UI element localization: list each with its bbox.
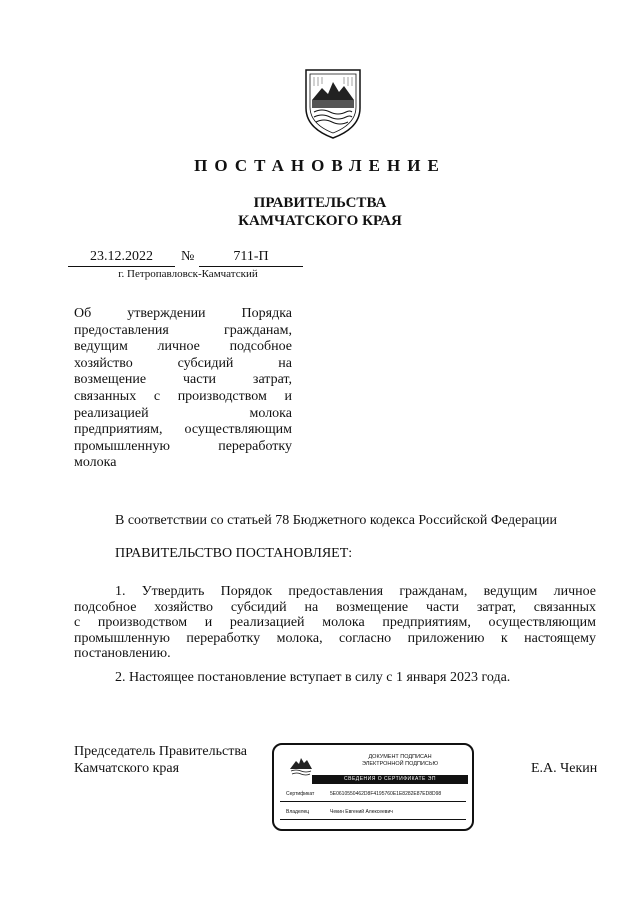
certificate-label: Сертификат — [286, 791, 315, 797]
subject-line: хозяйство субсидий на — [74, 355, 292, 371]
legal-basis: В соответствии со статьей 78 Бюджетного кодекса Российской Федерации — [115, 513, 558, 528]
certificate-value: 5E0610550462D8F4195760E1E8282E87ED8D98 — [330, 791, 442, 797]
issuer — [0, 194, 640, 230]
owner-label: Владелец — [286, 809, 310, 815]
document-subject — [74, 306, 292, 472]
paragraph-line: 1. Утвердить Порядок предоставления гражданам, ведущим личное — [115, 584, 596, 599]
paragraph-line: подсобное хозяйство субсидий на возмещение части затрат, связанных — [74, 599, 596, 615]
position-line-2: Камчатского края — [74, 761, 180, 776]
stamp-divider — [280, 801, 466, 802]
number-sign: № — [181, 249, 195, 264]
subject-line: промышленную переработку — [74, 438, 292, 454]
paragraph-2: 2. Настоящее постановление вступает в силу с 1 января 2023 года. — [115, 670, 511, 685]
paragraph-line: с производством и реализацией молока предприятиям, осуществляющим — [74, 615, 596, 631]
issuer-line-2: КАМЧАТСКОГО КРАЯ — [238, 213, 402, 229]
certificate-info-bar: СВЕДЕНИЯ О СЕРТИФИКАТЕ ЭП — [312, 775, 468, 784]
document-date: 23.12.2022 — [90, 249, 153, 264]
subject-line: предоставления гражданам, — [74, 322, 292, 338]
date-underline — [68, 266, 175, 267]
paragraph-line: постановлению. — [74, 646, 171, 662]
subject-line: реализацией молока — [74, 405, 292, 421]
subject-line: предприятиям, осуществляющим — [74, 422, 292, 438]
paragraph-1 — [74, 584, 596, 662]
document-city: г. Петропавловск-Камчатский — [118, 268, 258, 280]
signatory-name: Е.А. Чекин — [531, 761, 598, 776]
subject-line: связанных с производством и — [74, 388, 292, 404]
subject-line: возмещение части затрат, — [74, 372, 292, 388]
stamp-heading-line-1: ДОКУМЕНТ ПОДПИСАН — [368, 754, 432, 760]
owner-value: Чекин Евгений Алексеевич — [330, 809, 393, 815]
position-line-1: Председатель Правительства — [74, 744, 247, 759]
stamp-emblem-icon — [288, 753, 314, 777]
stamp-heading — [350, 754, 450, 768]
document-number: 711-П — [233, 249, 269, 264]
electronic-signature-stamp — [272, 743, 474, 831]
subject-line: молока — [74, 455, 117, 471]
document-title: ПОСТАНОВЛЕНИЕ — [194, 156, 446, 175]
number-underline — [199, 266, 303, 267]
subject-line: ведущим личное подсобное — [74, 339, 292, 355]
coat-of-arms-icon — [302, 64, 364, 140]
signatory-position — [74, 743, 247, 777]
subject-line: Об утверждении Порядка — [74, 306, 292, 321]
paragraph-line: промышленную переработку молока, согласно приложению к настоящему — [74, 630, 596, 646]
stamp-heading-line-2: ЭЛЕКТРОННОЙ ПОДПИСЬЮ — [361, 761, 439, 767]
issuer-line-1: ПРАВИТЕЛЬСТВА — [253, 195, 387, 211]
stamp-divider — [280, 819, 466, 820]
decree-phrase: ПРАВИТЕЛЬСТВО ПОСТАНОВЛЯЕТ: — [115, 546, 353, 561]
